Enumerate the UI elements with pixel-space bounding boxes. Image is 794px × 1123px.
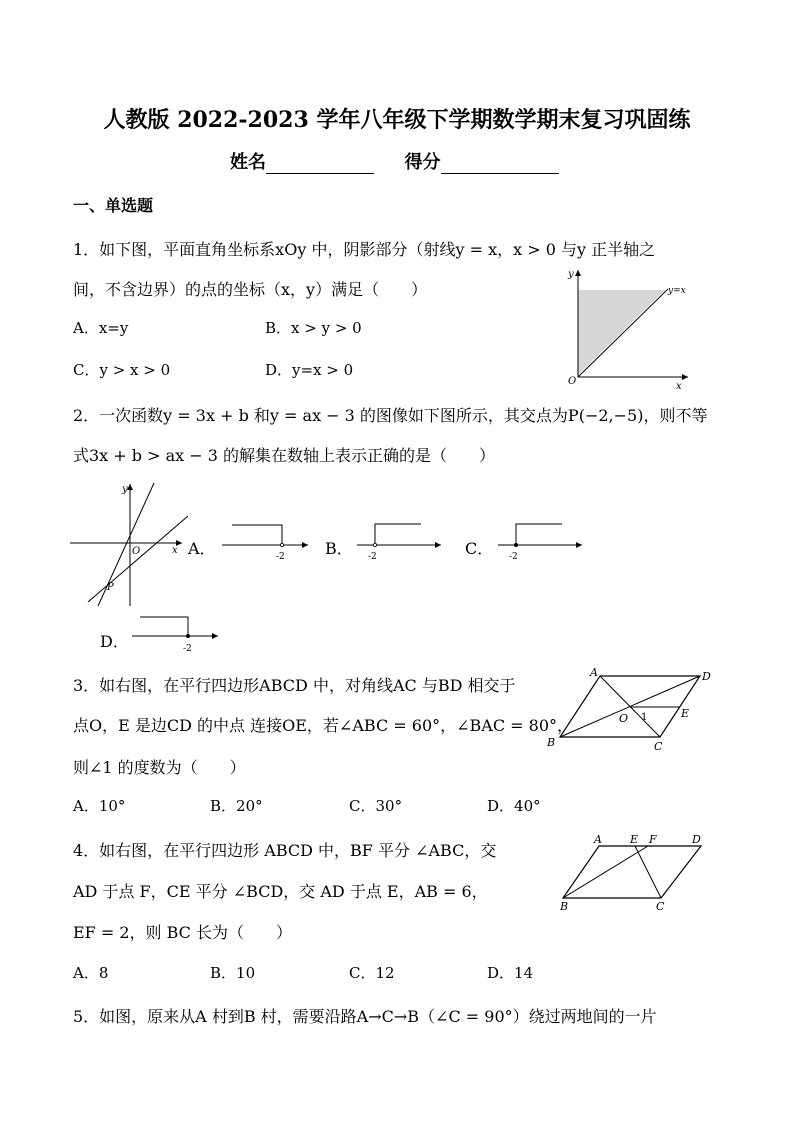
- q2-numberline-a-tick: -2: [276, 552, 285, 562]
- q2-numberline-b: [355, 518, 445, 566]
- q2-line2: 式3x + b > ax − 3 的解集在数轴上表示正确的是（ ）: [73, 446, 496, 465]
- q2-option-a[interactable]: A．: [188, 539, 216, 558]
- q4-option-a[interactable]: A．8: [73, 964, 109, 982]
- q3-label-d: D: [702, 670, 711, 683]
- q3-label-o: O: [619, 712, 629, 725]
- q2-numberline-a: [220, 518, 310, 566]
- section-heading: 一、单选题: [73, 196, 154, 215]
- q4-label-a: A: [594, 833, 602, 846]
- q3-option-a[interactable]: A．10°: [73, 797, 126, 815]
- q3-option-c[interactable]: C．30°: [349, 797, 403, 815]
- q1-line2: 间，不含边界）的点的坐标（x，y）满足（ ）: [73, 280, 428, 299]
- q3-option-b[interactable]: B．20°: [210, 797, 263, 815]
- q2-graph-x-label: x: [172, 545, 178, 556]
- q2-option-b[interactable]: B．: [325, 539, 353, 558]
- q3-label-angle-1: 1: [641, 712, 648, 723]
- q1-fig-line-label: y=x: [668, 286, 686, 296]
- q2-graph: [70, 478, 192, 610]
- q5-line1: 5．如图，原来从A 村到B 村，需要沿路A→C→B（∠C = 90°）绕过两地间的一片: [73, 1007, 657, 1026]
- q1-fig-origin-label: O: [568, 376, 577, 387]
- q4-label-b: B: [560, 900, 569, 913]
- name-blank[interactable]: [266, 155, 374, 174]
- q1-fig-x-label: x: [676, 381, 682, 390]
- q2-line1: 2．一次函数y = 3x + b 和y = ax − 3 的图像如下图所示，其交点为P(−2,−5)，则不等: [73, 406, 708, 425]
- q3-option-d[interactable]: D．40°: [487, 797, 541, 815]
- q4-figure: [555, 828, 715, 916]
- q4-line2: AD 于点 F，CE 平分 ∠BCD，交 AD 于点 E，AB = 6，: [73, 882, 488, 901]
- q1-fig-y-label: y: [568, 269, 574, 280]
- q2-graph-origin-label: O: [132, 546, 141, 557]
- q1-option-d[interactable]: D．y=x > 0: [265, 361, 354, 379]
- q1-option-c[interactable]: C．y > x > 0: [73, 361, 171, 379]
- q2-numberline-c: [496, 518, 586, 566]
- q1-option-b[interactable]: B．x > y > 0: [265, 319, 362, 337]
- q4-option-d[interactable]: D．14: [487, 964, 534, 982]
- q3-figure: [540, 662, 720, 762]
- q4-line1: 4．如右图，在平行四边形 ABCD 中，BF 平分 ∠ABC，交: [73, 841, 497, 860]
- q3-label-a: A: [590, 666, 598, 679]
- q2-numberline-b-tick: -2: [368, 552, 377, 562]
- q2-option-c[interactable]: C．: [465, 539, 494, 558]
- q1-figure: [560, 265, 700, 390]
- q4-label-e: E: [630, 833, 639, 846]
- q2-numberline-d-tick: -2: [183, 644, 192, 654]
- q1-line1: 1．如下图，平面直角坐标系xOy 中，阴影部分（射线y = x，x > 0 与y 正半轴之: [73, 240, 656, 259]
- name-label: 姓名: [230, 152, 266, 173]
- q3-label-c: C: [654, 740, 663, 753]
- q4-label-f: F: [649, 833, 657, 846]
- q4-option-b[interactable]: B．10: [210, 964, 256, 982]
- q3-line2: 点O，E 是边CD 的中点 连接OE，若∠ABC = 60°，∠BAC = 80°，: [73, 716, 574, 735]
- q4-label-d: D: [692, 833, 701, 846]
- q3-line3: 则∠1 的度数为（ ）: [73, 758, 246, 777]
- q3-label-e: E: [681, 707, 690, 720]
- q4-label-c: C: [656, 900, 665, 913]
- q1-option-a[interactable]: A．x=y: [73, 319, 129, 337]
- score-label: 得分: [404, 152, 441, 173]
- q3-line1: 3．如右图，在平行四边形ABCD 中，对角线AC 与BD 相交于: [73, 676, 516, 695]
- page-title: 人教版 2022-2023 学年八年级下学期数学期末复习巩固练: [103, 107, 691, 133]
- score-blank[interactable]: [441, 155, 559, 174]
- name-field[interactable]: [230, 148, 559, 174]
- q2-option-d[interactable]: D．: [100, 632, 129, 651]
- q2-graph-y-label: y: [122, 484, 128, 495]
- q2-numberline-c-tick: -2: [509, 552, 518, 562]
- q3-label-b: B: [547, 736, 556, 749]
- q4-option-c[interactable]: C．12: [349, 964, 395, 982]
- q2-numberline-d: [130, 612, 225, 660]
- q2-graph-p-label: P: [107, 582, 114, 593]
- q4-line3: EF = 2，则 BC 长为（ ）: [73, 923, 293, 942]
